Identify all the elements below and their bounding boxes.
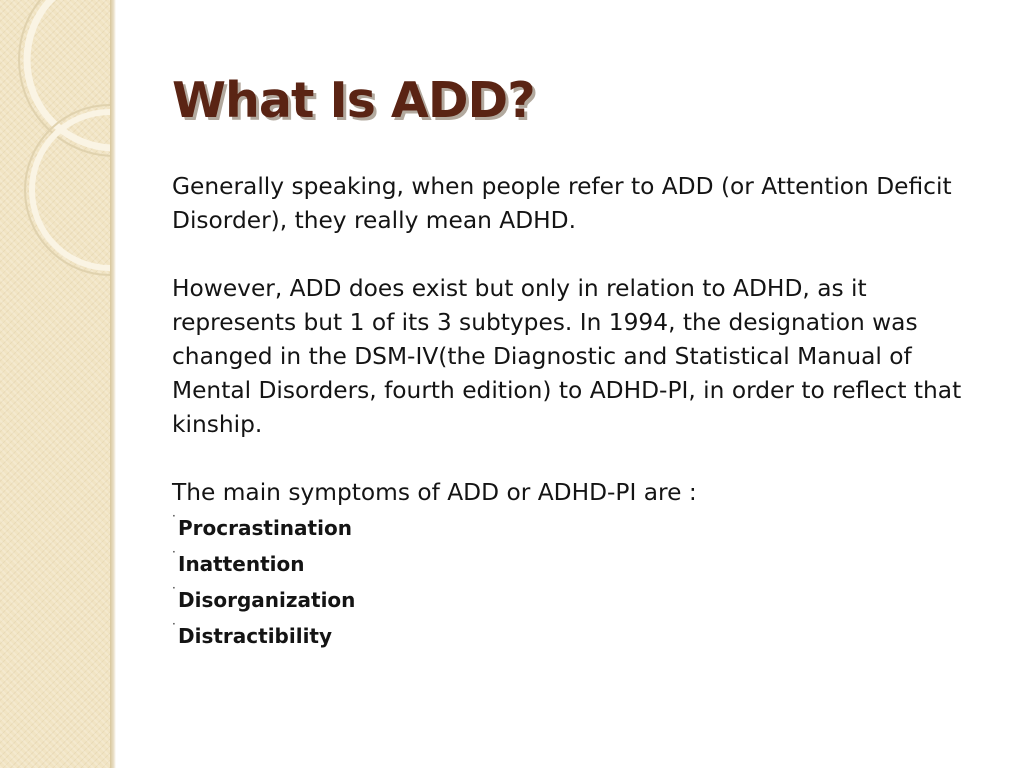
list-item <box>172 510 982 546</box>
symptom-list <box>172 510 982 654</box>
list-item <box>172 618 982 654</box>
symptom-label: Disorganization <box>178 588 356 612</box>
paragraph-subtypes: However, ADD does exist but only in relation to ADHD, as it represents but 1 of its 3 subtypes. In 1994, the designation was changed in the DSM-IV(the Diagnostic and Statistical Manual of Mental Disorders, fourth edition) to ADHD-PI, in order to reflect that kinship. <box>172 275 962 438</box>
decorative-circles <box>0 0 110 768</box>
symptom-label: Procrastination <box>178 516 352 540</box>
bullet-icon: · <box>172 509 176 523</box>
bullet-icon: · <box>172 617 176 631</box>
paragraph-definition: Generally speaking, when people refer to ADD (or Attention Deficit Disorder), they really mean ADHD. <box>172 173 952 234</box>
list-item <box>172 546 982 582</box>
paragraph-symptoms-intro: The main symptoms of ADD or ADHD-PI are : <box>172 479 697 506</box>
slide-body <box>172 170 982 654</box>
bullet-icon: · <box>172 581 176 595</box>
symptom-label: Distractibility <box>178 624 333 648</box>
decorative-side-panel <box>0 0 110 768</box>
slide-title: What Is ADD? <box>172 72 535 129</box>
list-item <box>172 582 982 618</box>
symptom-label: Inattention <box>178 552 305 576</box>
bullet-icon: · <box>172 545 176 559</box>
side-panel-edge <box>110 0 116 768</box>
